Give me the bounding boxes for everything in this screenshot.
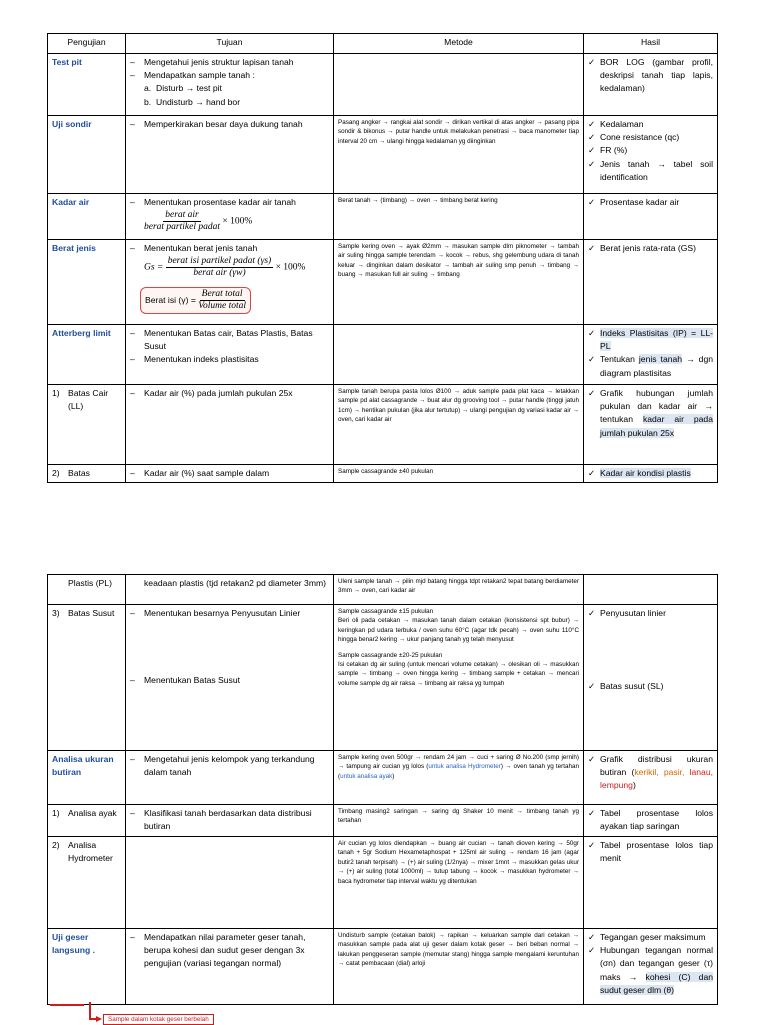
table-row-analisa-butiran: Analisa ukuran butiran – Mengetahui jenis kelompok yang terkandung dalam tanah Sample kering oven 500gr → rendam 24 jam → cuci + saring Ø No.200 (smp jernih) → tampung air cucian yg lolos (untuk analisa Hydrometer) → oven tanah yg tertahan (untuk analisa ayak) ✓ Grafik distribusi ukuran butiran (kerikil, pasir, lanau, lempung): [48, 751, 718, 805]
formula-multiplier: × 100%: [222, 216, 253, 227]
hasil-uji-geser-2: Hubungan tegangan normal (σn) dan tegangan geser (τ) maks →: [600, 945, 713, 982]
formula-kadar-air: [130, 210, 329, 233]
table-row-atterberg: Atterberg limit – Menentukan Batas cair, Batas Plastis, Batas Susut – Menentukan indeks plastisitas ✓ Indeks Plastisitas (IP) = LL-PL ✓ Tentukan jenis tanah → dgn diagram plastisitas: [48, 325, 718, 385]
check-icon: ✓: [588, 328, 596, 338]
annotation-note: Sample dalam kotak geser berbelah: [103, 1014, 214, 1025]
hasil-analisa-ayak: Tabel prosentase lolos ayakan tiap saringan: [600, 808, 713, 832]
check-icon: ✓: [588, 158, 596, 169]
check-icon: ✓: [588, 57, 596, 67]
check-icon: ✓: [588, 754, 596, 764]
check-icon: ✓: [588, 932, 596, 942]
hasil-butiran-lempung: lempung: [600, 780, 633, 791]
box-numerator: Berat total: [201, 289, 243, 300]
annotation-arrow-icon: [96, 1016, 102, 1022]
test-name-atterberg: Atterberg limit: [52, 328, 111, 338]
annotation-connector: [89, 1002, 91, 1019]
test-name-test-pit: Test pit: [52, 57, 82, 67]
table-row-batas-plastis-cont: [48, 575, 718, 605]
metode-uji-sondir: Pasang angker → rangkai alat sondir → dirikan vertikal di atas angker → pasang pipa sondir & bikonus → putar handle untuk melakukan penetrasi → baca manometer tiap interval 20 cm → ulangi hingga kedalaman yg diinginkan: [338, 119, 579, 145]
metode-analisa-butiran: [338, 753, 579, 781]
annotation-underline: [50, 1004, 84, 1006]
table-row-analisa-ayak: 1) Analisa ayak – Klasifikasi tanah berdasarkan data distribusi butiran Timbang masing2 saringan → saring dg Shaker 10 menit → timbang tanah yg tertahan ✓ Tabel prosentase lolos ayakan tiap saringan: [48, 805, 718, 837]
box-denominator: Volume total: [198, 301, 247, 312]
row-number: 1): [52, 388, 60, 398]
tujuan-uji-sondir: Memperkirakan besar daya dukung tanah: [144, 119, 303, 129]
table-row-test-pit: Test pit – Mengetahui jenis struktur lapisan tanah – Mendapatkan sample tanah : a. Disturb → test pit b. Undisturb → hand bor ✓ BOR LOG (gambar profil, deskripsi tanah tiap lapis, kedalaman): [48, 54, 718, 116]
formula-berat-jenis: [130, 256, 329, 279]
table-header-row: [48, 34, 718, 54]
tujuan-atterberg-2: Menentukan indeks plastisitas: [144, 354, 259, 365]
tujuan-batas-cair: Kadar air (%) pada jumlah pukulan 25x: [144, 388, 293, 398]
tujuan-berat-jenis: Menentukan berat jenis tanah: [144, 243, 258, 253]
hasil-batas-susut-2: Batas susut (SL): [600, 681, 664, 692]
test-name-uji-geser: Uji geser langsung .: [52, 932, 95, 955]
formula-numerator: berat air: [165, 210, 199, 221]
metode-uji-geser: Undisturb sample (cetakan balok) → rapikan → keluarkan sample dari cetakan → masukkan sample pada alat uji geser dalam kotak geser → beri beban normal → lakukan penggeseran sample (memutar stang) hingga sample mengalami keruntuhan → catat pembacaan (dial) arloji: [338, 932, 579, 968]
hasil-uji-geser-2-highlight: kohesi (C) dan sudut geser dlm (θ): [600, 971, 714, 995]
check-icon: ✓: [588, 840, 596, 850]
test-name-batas-susut: Batas Susut: [68, 608, 115, 618]
hasil-sondir-2: Cone resistance (qc): [600, 132, 680, 143]
tujuan-uji-geser: Mendapatkan nilai parameter geser tanah, berupa kohesi dan sudut geser dengan 3x pengujian (variasi tegangan normal): [144, 932, 306, 969]
hasil-atterberg-2-highlight: jenis tanah: [638, 354, 683, 365]
tujuan-test-pit-sub-b: Undisturb → hand bor: [156, 96, 241, 107]
check-icon: ✓: [588, 119, 596, 129]
check-icon: ✓: [588, 681, 596, 692]
tujuan-plastis-cont: keadaan plastis (tjd retakan2 pd diameter 3mm): [144, 578, 326, 588]
hasil-butiran-kerikil: kerikil, pasir,: [634, 767, 690, 778]
row-number: 1): [52, 808, 60, 818]
check-icon: ✓: [588, 354, 596, 365]
metode-batas-susut-2: Sample cassagrande ±20-25 pukulan Isi cetakan dg air suling (untuk mencari volume cetakan) → olesikan oli → masukkan sample → timbang → oven hingga kering → timbang sample + cetakan → mencari volume sample dg air raksa → timbang air raksa yg tumpah: [338, 651, 579, 687]
hasil-batas-plastis: Kadar air kondisi plastis: [600, 468, 691, 478]
test-name-analisa-ayak: Analisa ayak: [68, 808, 117, 818]
table-row-analisa-hydrometer: [48, 837, 718, 929]
hasil-uji-geser-1: Tegangan geser maksimum: [600, 932, 706, 942]
metode-butiran-b: ) → oven tanah yg tertahan (: [338, 763, 579, 780]
test-name-batas-cair: Batas Cair (LL): [68, 388, 109, 411]
formula-multiplier: × 100%: [275, 262, 306, 273]
test-name-kadar-air: Kadar air: [52, 197, 90, 207]
check-icon: ✓: [588, 388, 596, 398]
hasil-batas-susut-1: Penyusutan linier: [600, 608, 666, 618]
hasil-atterberg-1: Indeks Plastisitas (IP) = LL-PL: [600, 328, 713, 352]
test-name-analisa-butiran: Analisa ukuran butiran: [52, 754, 114, 777]
sub-number: a.: [144, 83, 152, 94]
formula-numerator: berat isi partikel padat (γs): [167, 256, 272, 267]
tujuan-test-pit-1: Mengetahui jenis struktur lapisan tanah: [144, 57, 294, 67]
tujuan-analisa-ayak: Klasifikasi tanah berdasarkan data distribusi butiran: [144, 808, 312, 832]
hasil-sondir-3: FR (%): [600, 145, 628, 156]
tujuan-analisa-butiran: Mengetahui jenis kelompok yang terkandung dalam tanah: [144, 754, 315, 778]
header-tujuan: Tujuan: [126, 34, 334, 54]
hasil-atterberg-2b: → dgn diagram plastisitas: [600, 354, 714, 378]
metode-butiran-ayak-note: untuk analisa ayak: [340, 772, 393, 780]
hasil-batas-cair-highlight: kadar air pada jumlah pukulan 25x: [600, 414, 713, 438]
metode-butiran-hydrometer-note: untuk analisa Hydrometer: [428, 763, 501, 771]
tujuan-batas-plastis: Kadar air (%) saat sample dalam: [144, 468, 270, 478]
check-icon: ✓: [588, 608, 596, 618]
header-hasil: Hasil: [584, 34, 718, 54]
table-row-uji-sondir: Uji sondir – Memperkirakan besar daya dukung tanah Pasang angker → rangkai alat sondir → dirikan vertikal di atas angker → pasang pipa sondir & bikonus → putar handle untuk melakukan penetrasi → baca manometer tiap interval 20 cm → ulangi hingga kedalaman yg diinginkan ✓ Kedalaman ✓ Cone resistance (qc) ✓ FR (%) ✓ Jenis tanah → tabel soil identification: [48, 116, 718, 194]
hasil-berat-jenis: Berat jenis rata-rata (GS): [600, 243, 696, 253]
tujuan-atterberg-1: Menentukan Batas cair, Batas Plastis, Batas Susut: [144, 328, 313, 352]
metode-analisa-ayak: Timbang masing2 saringan → saring dg Shaker 10 menit → timbang tanah yg tertahan: [338, 808, 579, 825]
hasil-butiran-lanau: lanau,: [689, 767, 713, 778]
test-name-analisa-hydrometer: Analisa Hydrometer: [68, 840, 113, 863]
formula-lhs: Gs =: [144, 262, 164, 273]
test-name-batas-plastis: Batas: [68, 468, 90, 478]
metode-berat-jenis: Sample kering oven → ayak Ø2mm → masukan sample dlm piknometer → tambah air suling hingga sample terendam → kocok → rebus, shg gelembung udara di tanah keluar → dinginkan dalam desikator → tambah air suling smp penuh → timbang → buang → masukan full air suling → timbang: [338, 243, 579, 279]
table-row-batas-cair: 1) Batas Cair (LL) – Kadar air (%) pada jumlah pukulan 25x Sample tanah berupa pasta lolos Ø100 → aduk sample pada plat kaca → letakkan sample pd alat cassagrande → buat alur dg grooving tool → putar handle (tinggi jatuh 1cm) → hentikan pukulan (jika alur tertutup) → ulangi pengujian dg variasi kadar air → oven, cari kadar air ✓ Grafik hubungan jumlah pukulan dan kadar air → tentukan kadar air pada jumlah pukulan 25x: [48, 385, 718, 465]
tujuan-test-pit-2: Mendapatkan sample tanah :: [144, 70, 255, 81]
hasil-kadar-air: Prosentase kadar air: [600, 197, 680, 207]
table-row-batas-plastis-top: 2) Batas – Kadar air (%) saat sample dalam Sample cassagrande ±40 pukulan ✓ Kadar air kondisi plastis: [48, 465, 718, 483]
check-icon: ✓: [588, 145, 596, 156]
test-table-part-2: [47, 574, 718, 1005]
metode-kadar-air: Berat tanah → (timbang) → oven → timbang berat kering: [338, 197, 498, 204]
hasil-butiran-a: Grafik distribusi ukuran butiran (: [600, 754, 713, 778]
tujuan-kadar-air: Menentukan prosentase kadar air tanah: [144, 197, 296, 207]
row-number: 2): [52, 840, 60, 850]
table-row-berat-jenis: Berat jenis – Menentukan berat jenis tanah Gs = $\frac{\text{berat isi partikel padat (γs)}}{\text{berat air (γw)}}$ × 100% Berat isi (γ) = $\frac{\text{Berat total}}{\text{Volume total}}$ Sample kering oven → ayak Ø2mm → masukan sample dlm piknometer → tambah air suling hingga sample terendam → kocok → rebus, shg gelembung udara di tanah keluar → dinginkan dalam desikator → tambah air suling smp penuh → timbang → buang → masukan full air suling → timbang ✓ Berat jenis rata-rata (GS): [48, 240, 718, 325]
sub-number: b.: [144, 96, 152, 107]
tujuan-test-pit-sub-a: Disturb → test pit: [156, 83, 222, 94]
table-row-uji-geser: Uji geser langsung . – Mendapatkan nilai parameter geser tanah, berupa kohesi dan sudut geser dengan 3x pengujian (variasi tegangan normal) Undisturb sample (cetakan balok) → rapikan → keluarkan sample dari cetakan → masukkan sample pada alat uji geser dalam kotak geser → beri beban normal → lakukan penggeseran sample (memutar stang) hingga sample mengalami keruntuhan → catat pembacaan (dial) arloji ✓ Tegangan geser maksimum ✓ Hubungan tegangan normal (σn) dan tegangan geser (τ) maks → kohesi (C) dan sudut geser dlm (θ): [48, 929, 718, 1005]
tujuan-batas-susut-2: Menentukan Batas Susut: [144, 675, 241, 686]
berat-isi-formula-box: [140, 287, 251, 314]
header-pengujian: Pengujian: [48, 34, 126, 54]
hasil-analisa-hydrometer: Tabel prosentase lolos tiap menit: [600, 840, 713, 864]
row-number: 3): [52, 608, 60, 618]
metode-butiran-a: Sample kering oven 500gr → rendam 24 jam → cuci + saring Ø No.200 (smp jernih) → tampung air cucian yg lolos (: [338, 754, 579, 771]
test-name-plastis-cont: Plastis (PL): [68, 578, 112, 588]
check-icon: ✓: [588, 197, 596, 207]
test-table-part-1: [47, 33, 718, 483]
table-row-batas-susut: 3) Batas Susut – Menentukan besarnya Penyusutan Linier – Menentukan Batas Susut Sample cassagrande ±15 pukulan Beri oli pada cetakan → masukan tanah dalam cetakan (konsistensi spt bubur) → keringkan pd udara terbuka / oven suhu 60°C (agar tdk pecah) → oven suhu 110°C hingga benar2 kering → ukur panjang tanah yg telah menyusut Sample cassagrande ±20-25 pukulan Isi cetakan dg air suling (untuk mencari volume cetakan) → olesikan oli → masukkan sample → timbang → oven hingga kering → timbang sample + cetakan → mencari volume sample dg air raksa → timbang air raksa yg tumpah ✓ Penyusutan linier ✓ Batas susut (SL): [48, 605, 718, 751]
check-icon: ✓: [588, 808, 596, 818]
hasil-batas-cair: Grafik hubungan jumlah pukulan dan kadar air → tentukan: [600, 388, 713, 425]
metode-analisa-hydrometer: Air cucian yg lolos diendapkan → buang air cucian → tanah dioven kering → 50gr tanah + 5gr Sodium Hexametaphospat + 125ml air suling → rendam 16 jam (agar butir2 tanah terpisah) → (+) air suling (1/2nya) → mixer 1mnt → masukkan gelas ukur → (+) air suling (total 1000ml) → tutup tabung → kocok → masukkan hydrometer → baca hydrometer tiap interval waktu yg ditentukan: [338, 840, 579, 885]
formula-denominator: berat air (γw): [193, 268, 246, 279]
table-row-kadar-air: Kadar air – Menentukan prosentase kadar air tanah $\frac{\text{berat air}}{\text{berat partikel padat}}$ × 100% Berat tanah → (timbang) → oven → timbang berat kering ✓ Prosentase kadar air: [48, 194, 718, 240]
check-icon: ✓: [588, 132, 596, 143]
hasil-sondir-1: Kedalaman: [600, 119, 644, 129]
hasil-test-pit: BOR LOG (gambar profil, deskripsi tanah tiap lapis, kedalaman): [600, 57, 713, 94]
hasil-analisa-butiran: [600, 753, 713, 793]
check-icon: ✓: [588, 468, 596, 478]
check-icon: ✓: [588, 945, 596, 956]
check-icon: ✓: [588, 243, 596, 253]
test-name-uji-sondir: Uji sondir: [52, 119, 92, 129]
box-lhs: Berat isi (γ) =: [145, 294, 196, 305]
test-name-berat-jenis: Berat jenis: [52, 243, 96, 253]
metode-batas-plastis-1: Sample cassagrande ±40 pukulan: [338, 468, 434, 475]
hasil-atterberg-2a: Tentukan: [600, 354, 635, 365]
formula-denominator: berat partikel padat: [144, 222, 220, 233]
row-number: 2): [52, 468, 60, 478]
header-metode: Metode: [334, 34, 584, 54]
tujuan-batas-susut-1: Menentukan besarnya Penyusutan Linier: [144, 608, 301, 618]
hasil-sondir-4: Jenis tanah → tabel soil identification: [600, 158, 713, 182]
metode-batas-susut-1: Sample cassagrande ±15 pukulan Beri oli pada cetakan → masukan tanah dalam cetakan (konsistensi spt bubur) → keringkan pd udara terbuka / oven suhu 60°C (agar tdk pecah) → oven suhu 110°C hingga benar2 kering → ukur panjang tanah yg telah menyusut: [338, 608, 579, 644]
metode-butiran-c: ): [392, 772, 395, 780]
metode-batas-cair: Sample tanah berupa pasta lolos Ø100 → aduk sample pada plat kaca → letakkan sample pd alat cassagrande → buat alur dg grooving tool → putar handle (tinggi jatuh 1cm) → hentikan pukulan (jika alur tertutup) → ulangi pengujian dg variasi kadar air → oven, cari kadar air: [338, 388, 579, 424]
hasil-butiran-b: ): [632, 780, 636, 791]
metode-batas-plastis-2: Uleni sample tanah → pilin mjd batang hingga tdpt retakan2 tepat batang berdiameter 3mm → oven, cari kadar air: [338, 578, 579, 595]
